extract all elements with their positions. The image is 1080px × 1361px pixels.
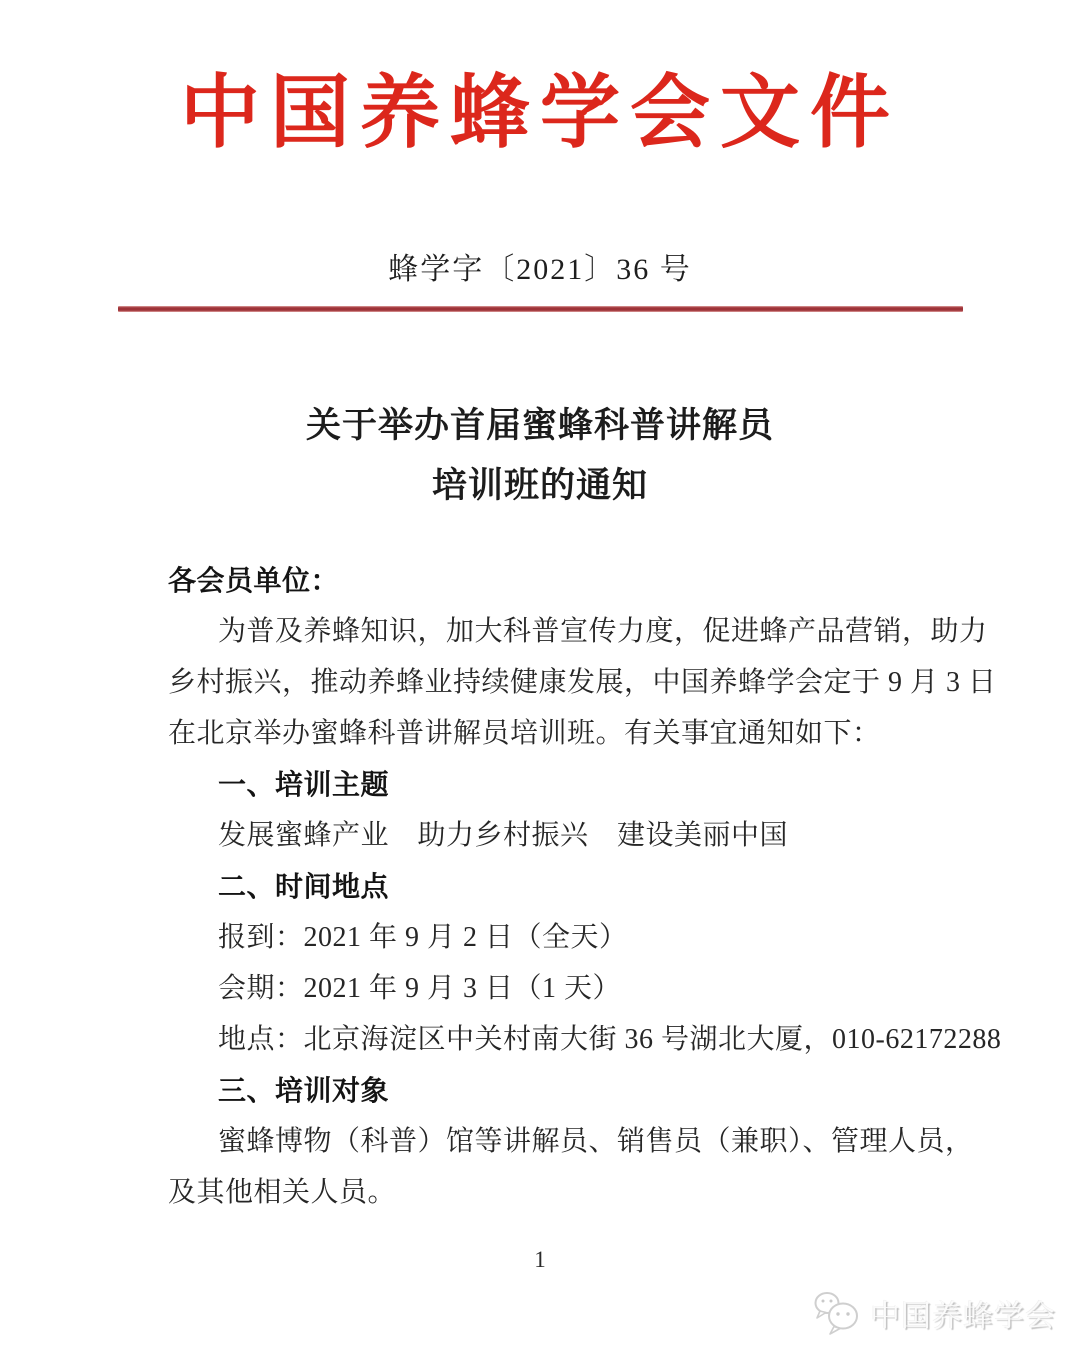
notice-title-line-2: 培训班的通知 (431, 466, 648, 505)
masthead-title: 中国养蜂学会文件 (180, 70, 900, 158)
body-line: 会期：2021 年 9 月 3 日（1 天） (218, 973, 622, 1004)
section-heading-3: 三、培训对象 (218, 1075, 390, 1106)
section-heading-2: 二、时间地点 (218, 871, 390, 902)
body-line: 为普及养蜂知识，加大科普宣传力度，促进蜂产品营销，助力 (218, 616, 988, 647)
page-number: 1 (534, 1247, 546, 1272)
body-line: 在北京举办蜜蜂科普讲解员培训班。有关事宜通知如下： (168, 718, 881, 749)
body-line: 地点：北京海淀区中关村南大街 36 号湖北大厦，010-62172288 (218, 1024, 1002, 1055)
section-heading-1: 一、培训主题 (218, 769, 390, 800)
body-line: 发展蜜蜂产业 助力乡村振兴 建设美丽中国 (218, 820, 789, 851)
red-separator-line (118, 306, 963, 312)
doc-number: 蜂学字〔2021〕36 号 (388, 253, 692, 286)
notice-body (168, 555, 1002, 1218)
watermark-label: 中国养蜂学会 (870, 1300, 1056, 1333)
wechat-watermark (812, 1290, 1056, 1336)
notice-title (0, 396, 1080, 516)
body-line: 乡村振兴，推动养蜂业持续健康发展，中国养蜂学会定于 9 月 3 日 (168, 667, 997, 698)
body-line-salutation: 各会员单位： (168, 565, 340, 596)
body-line: 报到：2021 年 9 月 2 日（全天） (218, 922, 628, 953)
body-line: 蜜蜂博物（科普）馆等讲解员、销售员（兼职）、管理人员， (218, 1126, 974, 1157)
notice-title-line-1: 关于举办首届蜜蜂科普讲解员 (305, 406, 774, 445)
wechat-icon (812, 1290, 862, 1336)
body-line: 及其他相关人员。 (168, 1177, 397, 1208)
